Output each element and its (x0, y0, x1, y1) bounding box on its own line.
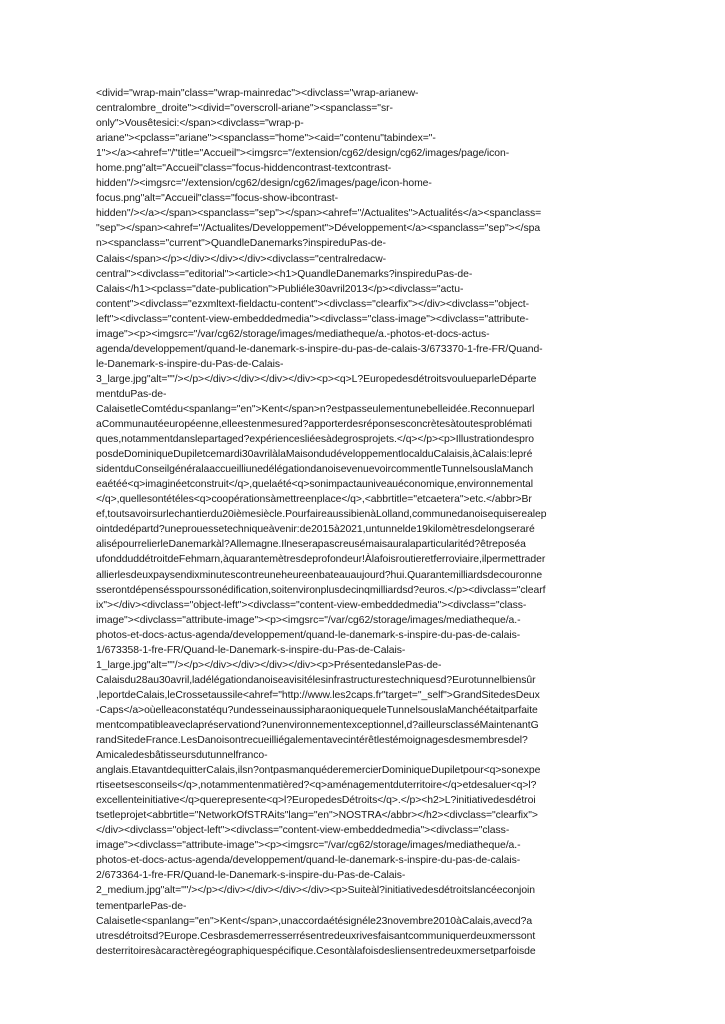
text-line: 2_medium.jpg"alt=""/></p></div></div></div></div><p>Suiteàl?initiativedesdétroitslancéeconjoin (96, 885, 536, 897)
text-line: desterritoiresàcaractèregéographiquespécifique.Cesontàlafoisdesliensentredeuxmersetparfoisde (96, 945, 536, 957)
text-line: ques,notammentdanslepartaged?expériencesliéesàdegrosprojets.</q></p><p>Illustrationdespro (96, 434, 535, 446)
text-line: centralombre_droite"><divid="overscroll-ariane"><spanclass="sr- (96, 103, 393, 115)
text-line: central"><divclass="editorial"><article><h1>QuandleDanemarks?inspireduPas-de- (96, 268, 473, 280)
text-line: home.png"alt="Accueil"class="focus-hiddencontrast-textcontrast- (96, 163, 392, 175)
text-line: 1"></a><ahref="/"title="Accueil"><imgsrc="/extension/cg62/design/cg62/images/page/icon- (96, 148, 510, 160)
text-line: eaétéé<q>imaginéetconstruit</q>,quelaété<q>sonimpactauniveauéconomique,environnemental (96, 479, 534, 491)
text-line: sidentduConseilgénéralaaccueilliunedélégationdanoisevenuevoircommentleTunnelsouslaManch (96, 464, 534, 476)
text-line: le-Danemark-s-inspire-du-Pas-de-Calais- (96, 358, 284, 370)
text-line: alisépourrelierleDanemarkàl?Allemagne.Ilneserapascreusémaisauralaparticularitéd?êtreposéa (96, 539, 526, 551)
text-line: only">Vousêtesici:</span><divclass="wrap-p- (96, 118, 304, 130)
text-line: ,leportdeCalais,leCrossetaussile<ahref="http://www.les2caps.fr"target="_self">GrandSitedesDeux (96, 689, 540, 701)
text-line: Calaisetle<spanlang="en">Kent</span>,unaccordaétésignéle23novembre2010àCalais,avecd?a (96, 915, 533, 927)
text-line: Calaisdu28au30avril,ladélégationdanoiseavisitélesinfrastructurestechniquesd?Eurotunnelbiensûr (96, 674, 536, 686)
text-line: focus.png"alt="Accueil"class="focus-show-ibcontrast- (96, 193, 339, 205)
text-line: image"><divclass="attribute-image"><p><imgsrc="/var/cg62/storage/images/mediatheque/a.- (96, 614, 521, 626)
text-line: <divid="wrap-main"class="wrap-mainredac"><divclass="wrap-arianew- (96, 88, 419, 99)
text-line: photos-et-docs-actus-agenda/developpement/quand-le-danemark-s-inspire-du-pas-de-calais- (96, 629, 521, 641)
text-line: photos-et-docs-actus-agenda/developpement/quand-le-danemark-s-inspire-du-pas-de-calais- (96, 855, 521, 867)
text-line: </div><divclass="object-left"><divclass="content-view-embeddedmedia"><divclass="class- (96, 825, 510, 837)
text-line: sserontdépensésspourssonédification,soitenvironplusdecinqmilliardsd?euros.</p><divclass="clearf (96, 584, 546, 596)
text-line: Amicaledesbâtisseursdutunnelfranco- (96, 750, 268, 762)
text-line: hidden"/></a></span><spanclass="sep"></span><ahref="/Actualites">Actualités</a><spanclass= (96, 208, 542, 220)
text-line: aCommunautéeuropéenne,elleestenmesured?apporterdesréponsesconcrètesàtoutesproblémati (96, 419, 532, 431)
text-line: mentduPas-de- (96, 388, 167, 400)
text-line: left"><divclass="content-view-embeddedmedia"><divclass="class-image"><divclass="attribute- (96, 313, 529, 325)
text-line: 1/673358-1-fre-FR/Quand-le-Danemark-s-inspire-du-Pas-de-Calais- (96, 644, 406, 656)
text-line: 2/673364-1-fre-FR/Quand-le-Danemark-s-inspire-du-Pas-de-Calais- (96, 870, 406, 882)
text-line: 3_large.jpg"alt=""/></p></div></div></div></div><p><q>L?EuropedesdétroitsvoulueparleDéparte (96, 373, 537, 385)
text-line: image"><divclass="attribute-image"><p><imgsrc="/var/cg62/storage/images/mediatheque/a.- (96, 840, 521, 852)
text-line: "sep"></span><ahref="/Actualites/Developpement">Développement</a><spanclass="sep"></spa (96, 223, 541, 235)
text-line: anglais.EtavantdequitterCalais,ilsn?ontpasmanquéderemercierDominiqueDupiletpour<q>sonexpe (96, 765, 541, 777)
text-line: Calais</span></p></div></div></div><divclass="centralredacw- (96, 253, 387, 265)
text-line: CalaisetleComtédu<spanlang="en">Kent</span>n?estpasseulementunebelleidée.Reconnueparl (96, 403, 535, 415)
text-line: content"><divclass="ezxmltext-fieldactu-content"><divclass="clearfix"></div><divclass="object- (96, 298, 529, 310)
text-line: mentcompatibleaveclapréservationd?unenvironnementexceptionnel,d?ailleursclasséMaintenantG (96, 719, 539, 731)
text-line: ufondduddétroitdeFehmarn,àquarantemètresdeprofondeur!Àlafoisroutieretferroviaire,ilpermettrader (96, 554, 546, 566)
text-line: utresdétroitsd?Europe.Cesbrasdemerresserrésentredeuxrivesfaisantcommuniquerdeuxmerssont (96, 930, 536, 942)
text-line: randSitedeFrance.LesDanoisontrecueilliégalementavecintérêtlestémoignagesdesmembresdel? (96, 735, 528, 747)
text-line: ix"></div><divclass="object-left"><divclass="content-view-embeddedmedia"><divclass="class- (96, 599, 527, 611)
text-line: hidden"/><imgsrc="/extension/cg62/design/cg62/images/page/icon-home- (96, 178, 432, 190)
text-line: excellenteinitiative</q>querepresente<q>l?EuropedesDétroits</q>.</p><h2>L?initiativedesdétroi (96, 795, 536, 807)
text-line: ointdedépartd?uneprouessetechniqueàvenir:de2015à2021,untunnelde19kilomètresdelongserаré (96, 524, 535, 536)
text-line: ef,toutsavoirsurlechantierdu20ièmesiècle.PourfaireaussibienàLolland,communedanoisequiserealep (96, 509, 547, 521)
text-line: </q>,quellesontétéles<q>coopérationsàmettreenplace</q>,<abbrtitle="etcaetera">etc.</abbr>Br (96, 494, 532, 506)
text-line: agenda/developpement/quand-le-danemark-s-inspire-du-pas-de-calais-3/673370-1-fre-FR/Quand- (96, 343, 543, 355)
text-line: Calais</h1><pclass="date-publication">Publiéle30avril2013</p><divclass="actu- (96, 283, 464, 295)
text-line: n><spanclass="current">QuandleDanemarks?inspireduPas-de- (96, 238, 386, 250)
text-line: tsetleprojet<abbrtitle="NetworkOfSTRAits"lang="en">NOSTRA</abbr></h2><divclass="clearfix"> (96, 810, 538, 822)
text-line: -Caps</a>oùelleaconstatéqu?undesseinaussipharaoniquequeleTunnelsouslaManchéétaitparfaite (96, 704, 538, 716)
text-line: ariane"><pclass="ariane"><spanclass="home"><aid="contenu"tabindex="- (96, 133, 436, 145)
text-line: rtiseetsesconseils</q>,notammentenmatièred?<q>aménagementduterritoire</q>etdesaluer<q>l? (96, 780, 537, 792)
text-line: tementparlePas-de- (96, 900, 187, 912)
text-line: allierlesdeuxpaysendixminutescontreuneheureenbateauaujourd?hui.Quarantemilliardsdecouronne (96, 569, 543, 581)
text-line: image"><p><imgsrc="/var/cg62/storage/images/mediatheque/a.-photos-et-docs-actus- (96, 328, 490, 340)
text-line: posdeDominiqueDupiletcemardi30avrilàlaMaisondudéveloppementlocalduCalaisis,àCalais:lepré (96, 449, 533, 461)
document-body (96, 86, 631, 959)
text-line: 1_large.jpg"alt=""/></p></div></div></div></div><p>PrésentedanslePas-de- (96, 659, 442, 671)
